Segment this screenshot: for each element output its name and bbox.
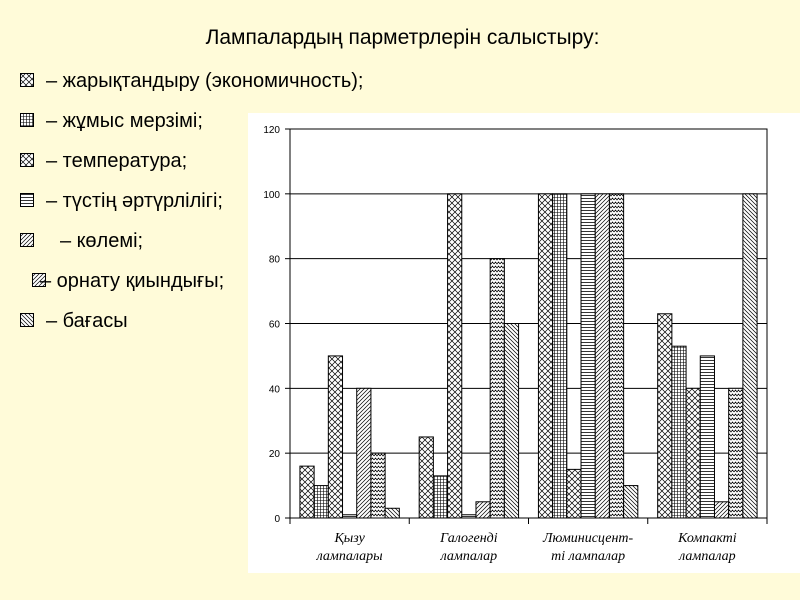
legend-label: – температура;: [46, 150, 188, 172]
legend-swatch: [20, 113, 35, 128]
bar: [490, 259, 504, 518]
page-title-text: Лампалардың парметрлерін салыстыру:: [205, 26, 600, 49]
bar: [743, 194, 757, 518]
bar: [476, 502, 490, 518]
bar-chart: [248, 113, 800, 573]
x-tick-label: Люминисцент-ті лампалар: [543, 531, 634, 564]
legend-label: – көлемі;: [60, 230, 144, 252]
y-tick-label: 20: [268, 449, 280, 461]
x-tick-label: Галогенді лампалар: [440, 531, 498, 564]
bar: [609, 194, 623, 518]
y-tick-label: 100: [263, 189, 280, 201]
bar: [419, 437, 433, 518]
legend-swatch: [20, 233, 35, 248]
bar: [567, 469, 581, 518]
x-tick-label: Компакті лампалар: [678, 531, 737, 564]
bar: [328, 356, 342, 518]
bar: [538, 194, 552, 518]
bar: [300, 466, 314, 518]
legend-label: – бағасы: [46, 310, 128, 332]
legend-swatch: [20, 73, 35, 88]
bar: [700, 356, 714, 518]
bar: [504, 324, 518, 519]
bar: [462, 515, 476, 518]
legend-label: – түстің әртүрлілігі;: [46, 190, 223, 212]
bar: [357, 388, 371, 518]
y-tick-label: 120: [263, 125, 280, 136]
y-tick-label: 60: [268, 319, 280, 331]
y-tick-label: 0: [274, 514, 280, 525]
x-tick-label: Қызу лампалары: [316, 531, 383, 564]
bar: [448, 194, 462, 518]
y-tick-label: 80: [268, 254, 280, 266]
page-title: [0, 26, 800, 50]
legend-swatch: [20, 153, 35, 168]
bar: [672, 346, 686, 518]
bar: [385, 508, 399, 518]
bar: [729, 388, 743, 518]
bar: [658, 314, 672, 518]
bar: [314, 486, 328, 518]
legend-swatch: [20, 193, 35, 208]
legend-label: – жұмыс мерзімі;: [46, 110, 203, 132]
bar: [371, 453, 385, 518]
bar: [581, 194, 595, 518]
bar: [343, 515, 357, 518]
bar: [553, 194, 567, 518]
bar: [433, 476, 447, 518]
bar: [595, 194, 609, 518]
y-tick-label: 40: [268, 384, 280, 396]
chart-panel: [248, 113, 800, 573]
legend-label: – жарықтандыру (экономичность);: [46, 70, 364, 92]
bar: [714, 502, 728, 518]
bar: [686, 388, 700, 518]
bar: [624, 486, 638, 518]
legend-label: – орнату қиындығы;: [40, 270, 225, 292]
legend-swatch: [20, 313, 35, 328]
